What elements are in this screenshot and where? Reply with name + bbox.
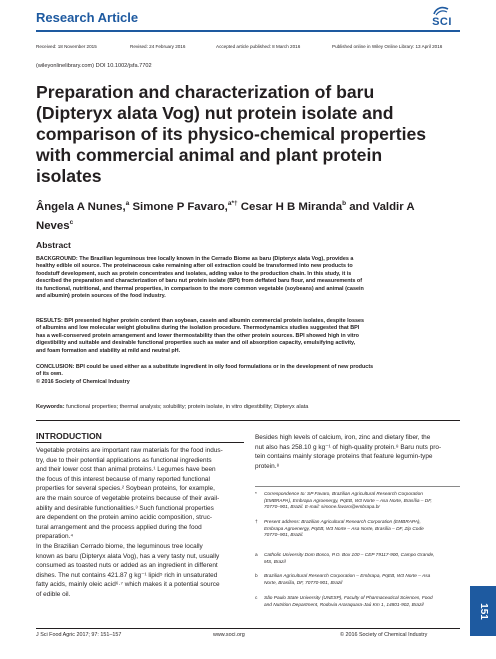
page-number-tab (470, 586, 496, 636)
article-header (0, 0, 496, 34)
footnote-line: MS, Brazil (264, 559, 286, 565)
body-line: nut also has 258.10 g kg⁻¹ of high-quality protein.⁸ Baru nuts pro- (255, 443, 442, 451)
footnote-mark: c (255, 596, 258, 601)
footnote-mark: † (255, 520, 258, 525)
footnote-mark: b (255, 574, 258, 579)
header-rule (36, 30, 460, 32)
footnote-text (255, 492, 460, 512)
affiliation-mark: a*† (227, 200, 238, 207)
body-line: known as baru (Dipteryx alata Vog), has a very tasty nut, usually (36, 552, 220, 560)
title-line: (Dipteryx alata Vog) nut protein isolate and (36, 103, 394, 123)
journal-citation: J Sci Food Agric 2017; 97: 151–157 (36, 632, 122, 638)
footnote-affiliation-c (255, 596, 460, 609)
author-line (36, 215, 466, 234)
footer-copyright: © 2016 Society of Chemical Industry (340, 632, 428, 638)
accepted-date: Accepted article published: 8 March 2016 (216, 44, 301, 49)
keywords-text: functional properties; thermal analysis; solubility; protein isolate, in vitro digestibility; Dipteryx alata (64, 404, 309, 410)
footnote-affiliation-a (255, 553, 460, 566)
footnote-line[interactable]: 70770–901, Brazil. E-mail: simone.favaro@embrapa.br (264, 505, 380, 511)
footnote-line: Correspondence to: SP Favaro, Brazilian Agricultural Research Corporation (264, 492, 423, 497)
footnote-line: Embrapa Agroenergy, PqEB, W3 Norte – Asa Norte, Brasília – DF, Zip Code (264, 526, 424, 532)
section-label: Research Article (36, 10, 139, 25)
journal-website[interactable]: www.soci.org (213, 632, 245, 638)
sci-logo (424, 6, 460, 30)
body-line: consumed as toasted nuts or added as an ingredient in different (36, 562, 218, 570)
title-line: Preparation and characterization of baru (36, 82, 375, 102)
abstract-line: of its own. (36, 371, 63, 378)
keywords-label: Keywords: (36, 404, 65, 410)
body-line: properties for several species.² Soybean proteins, for example, (36, 485, 215, 493)
author-line (36, 196, 466, 215)
abstract-line: digestibility and suitable and desirable functional properties such as water and oil absorption capacity, emulsifying activity, (36, 340, 356, 347)
footnote-line: São Paulo State University (UNESP), Faculty of Pharmaceutical Sciences, Food (264, 596, 433, 601)
abstract-line: its functional, nutritional, and thermal properties, in comparison to the more common vegetable (soybeans) and animal (casein (36, 285, 364, 292)
body-line: Besides high levels of calcium, iron, zinc and dietary fiber, the (255, 434, 431, 441)
affiliation-mark: c (69, 218, 74, 226)
section-divider (36, 420, 460, 421)
body-line: tural arrangement and the process applied during the food (36, 523, 202, 531)
sci-logo-text: SCI (432, 16, 452, 28)
body-line: fatty acids, mainly oleic acid⁶·⁷ which makes it a potential source (36, 581, 220, 589)
abstract-line: has a well-conserved protein arrangement and lower thermostability than the other protein sources. BPI showed high in vitro (36, 332, 359, 339)
abstract-conclusion (36, 364, 460, 386)
abstract-line: healthy edible oil source. The proteinaceous cake remaining after oil extraction could be transformed into new products to (36, 263, 353, 270)
abstract-line: and foam formation and stability at mild and neutral pH. (36, 347, 181, 354)
affiliation-mark: a (125, 200, 130, 207)
body-line: preparation.⁴ (36, 533, 74, 541)
abstract-results (36, 318, 460, 355)
introduction-right-column (255, 433, 460, 471)
author-name[interactable]: Ângela A Nunes, (36, 200, 126, 213)
footnote-line: Catholic University Dom Bosco, P.O. Box 100 – CEP 79117-900, Campo Grande, (264, 553, 435, 558)
body-line: Vegetable proteins are important raw materials for the food indus- (36, 447, 223, 454)
footnote-mark: a (255, 553, 258, 558)
footnote-mark: * (255, 492, 257, 497)
sci-swirl-icon (432, 6, 450, 16)
body-line: of edible oil. (36, 590, 71, 598)
footnote-line: and Nutrition Department, Rodovia Araraquara-Jaú Km 1, 14801-902, Brazil (264, 602, 424, 608)
abstract-line: BACKGROUND: The Brazilian leguminous tree locally known in the Cerrado Biome as baru (Dipteryx alata Vog), provides a (36, 256, 354, 262)
affiliation-mark: b (342, 200, 347, 207)
footnote-divider (255, 486, 460, 487)
footer-rule (36, 628, 460, 629)
footnote-line: (EMBRAPA), Embrapa Agroenergy, PqEB, W3 Norte – Asa Norte, Brasília – DF, (264, 498, 432, 504)
footnote-correspondence (255, 492, 460, 512)
page-number: 151 (477, 602, 489, 620)
received-date: Received: 18 November 2015 (36, 44, 97, 49)
published-date: Published online in Wiley Online Library: 13 April 2016 (332, 44, 443, 49)
body-line: the focus of this interest because of many reported functional (36, 475, 210, 483)
introduction-left-column (36, 446, 244, 600)
author-name[interactable]: Neves (36, 219, 70, 232)
body-line: dishes. The nut contains 421.87 g kg⁻¹ lipid⁵ rich in unsaturated (36, 571, 218, 579)
body-line: and their lower cost than animal proteins.¹ Legumes have been (36, 466, 216, 474)
introduction-rule (36, 442, 244, 443)
title-line: isolates (36, 166, 102, 186)
body-line: tein contains mainly storage proteins that feature legumin-type (255, 453, 433, 461)
abstract-background (36, 256, 460, 300)
body-line: ability and desirable functionalities.³ Such functional properties (36, 504, 214, 512)
keywords (36, 404, 308, 410)
title-line: with commercial animal and plant protein (36, 145, 383, 165)
footnote-line: Present address: Brazilian Agricultural Research Corporation (EMBRAPA), (264, 520, 421, 525)
body-line: In the Brazilian Cerrado biome, the leguminous tree locally (36, 542, 203, 550)
footnote-line: Brazilian Agricultural Research Corporation – Embrapa, PqEB, W3 Norte – Asa (264, 574, 431, 579)
abstract-line: and albumin) protein sources of the food industry. (36, 293, 166, 300)
abstract-line: foodstuff development, such as protein concentrates and isolates, adding value to the production chain. In this study, it is (36, 270, 352, 277)
doi-line[interactable]: (wileyonlinelibrary.com) DOI 10.1002/jsfa.7702 (36, 63, 152, 69)
abstract-line: CONCLUSION: BPI could be used either as a substitute ingredient in oily food formulations or in the development of new products (36, 364, 374, 370)
article-title (36, 82, 466, 187)
abstract-line: of albumins and low molecular weight globulins during the isolation procedure. Thermodynamics studies suggested that BPI (36, 325, 360, 332)
footnote-text (255, 553, 460, 566)
page-number-wrap (470, 586, 496, 636)
body-line: protein.⁸ (255, 462, 280, 470)
footnote-text (255, 596, 460, 609)
abstract-line: described the preparation and characterization of baru nut protein isolate (BPI) from deffated baru flour, and measurements of (36, 278, 362, 285)
abstract-heading: Abstract (36, 240, 71, 250)
title-line: comparison of its physico-chemical properties (36, 124, 427, 144)
revised-date: Revised: 24 February 2016 (130, 44, 186, 49)
footnote-affiliation-b (255, 574, 460, 587)
introduction-heading: INTRODUCTION (36, 431, 102, 441)
body-line: try, due to their potential applications as functional ingredients (36, 456, 212, 464)
footnote-line: Norte, Brasília, DF, 70770-901, Brazil (264, 580, 343, 586)
footnote-line: 70770–901, Brazil. (264, 533, 304, 539)
footnote-text (255, 574, 460, 587)
footnote-present-address (255, 520, 460, 540)
body-line: are dependent on the protein amino acidic composition, struc- (36, 514, 213, 522)
body-line: are the main source of vegetable proteins because of their avail- (36, 494, 220, 502)
footnote-text (255, 520, 460, 540)
author-list (36, 196, 466, 234)
author-name[interactable]: Cesar H B Miranda (237, 200, 343, 213)
author-name[interactable]: Simone P Favaro, (129, 200, 228, 213)
author-name[interactable]: and Valdir A (346, 200, 415, 213)
abstract-line: RESULTS: BPI presented higher protein content than soybean, casein and albumin commercial protein isolates, despite losses (36, 318, 365, 324)
copyright-line: © 2016 Society of Chemical Industry (36, 378, 130, 385)
